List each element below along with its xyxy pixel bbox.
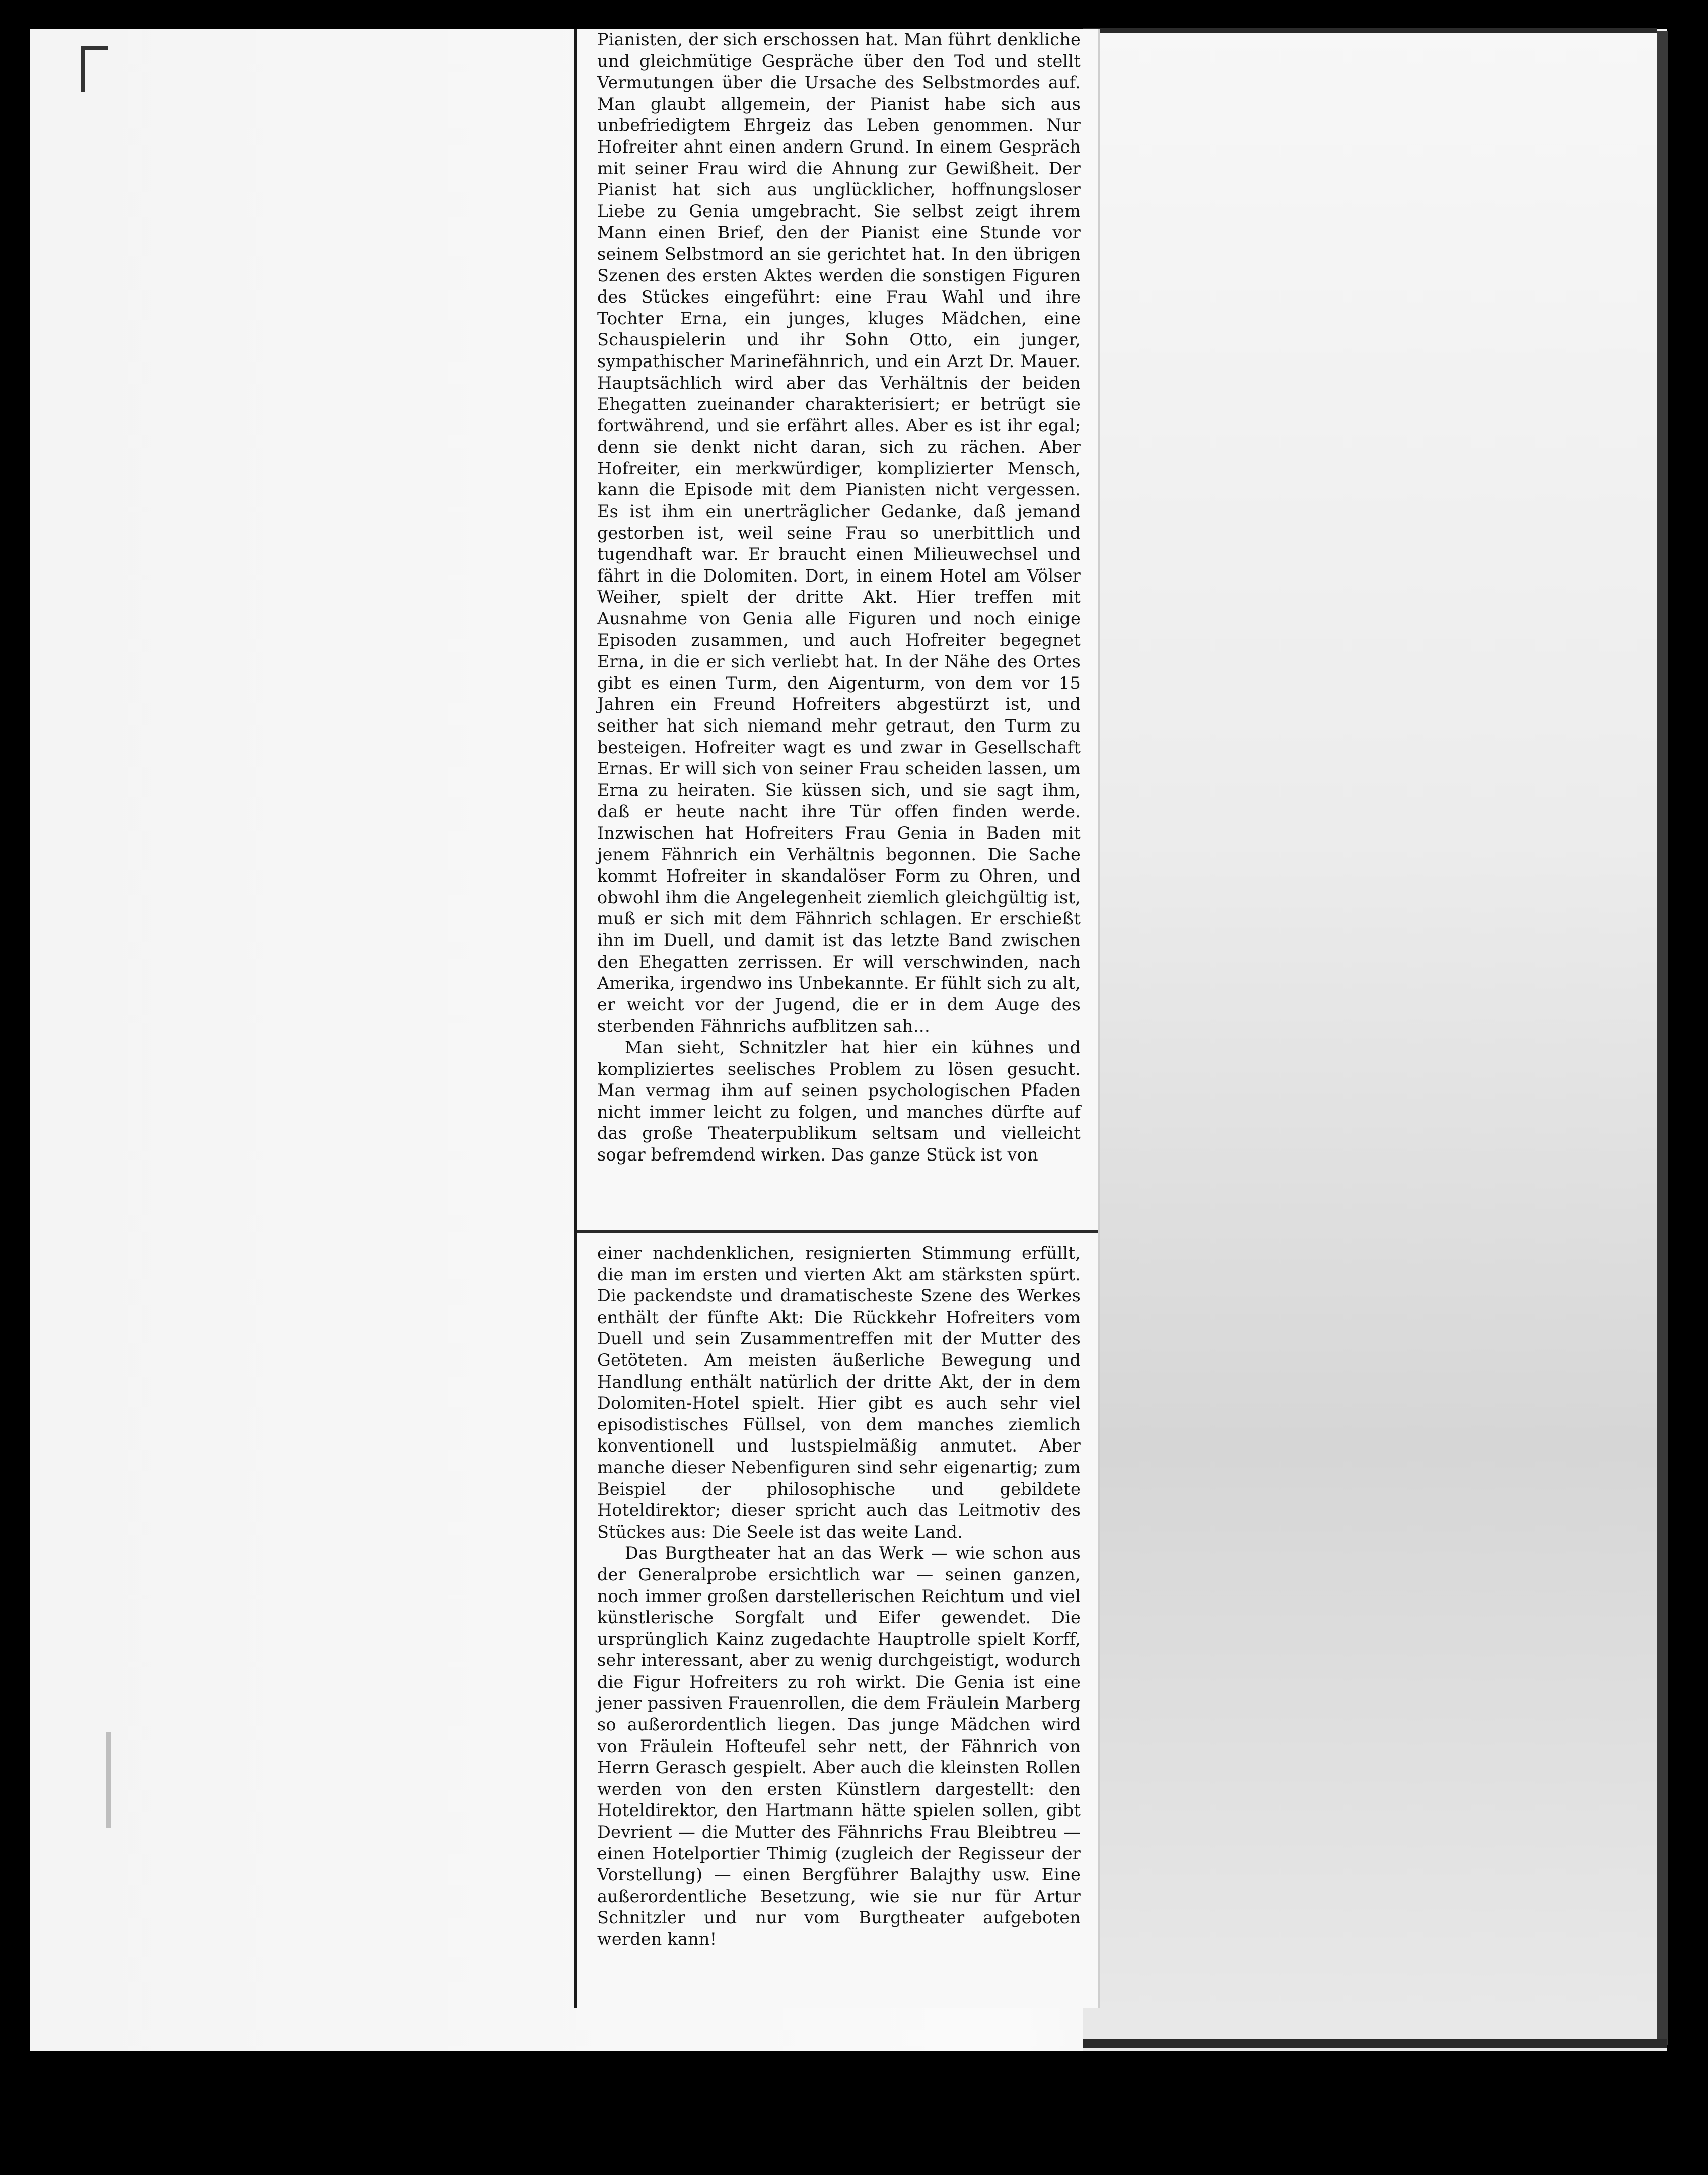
article-column-lower bbox=[597, 1243, 1081, 1950]
mount-edge-bottom bbox=[1083, 2039, 1667, 2048]
article-paragraph: einer nachdenklichen, resignierten Stimmung erfüllt, die man im ersten und vierten Akt am stärksten spürt. Die packendste und dramatischeste Szene des Werkes enthält der fünfte Akt: Die Rückkehr Hofreiters vom Duell und sein Zusammentreffen mit der Mutter des Getöteten. Am meisten äußerliche Bewegung und Handlung enthält natürlich der dritte Akt, der in dem Dolomiten-Hotel spielt. Hier gibt es auch sehr viel episodistisches Füllsel, von dem manches ziemlich konventionell und lustspielmäßig anmutet. Aber manche dieser Nebenfiguren sind sehr eigenartig; zum Beispiel der philosophische und gebildete Hoteldirektor; dieser spricht auch das Leitmotiv des Stückes aus: Die Seele ist das weite Land. bbox=[597, 1243, 1081, 1542]
mount-board bbox=[1083, 29, 1667, 2051]
article-column-upper bbox=[597, 29, 1081, 1166]
mount-edge-top bbox=[1083, 28, 1657, 33]
corner-crop-mark bbox=[81, 46, 108, 50]
article-paragraph: Das Burgtheater hat an das Werk — wie schon aus der Generalprobe ersichtlich war — seinen ganzen, noch immer großen darstellerischen Reichtum und viel künstlerische Sorgfalt und Eifer gewendet. Die ursprünglich Kainz zugedachte Hauptrolle spielt Korff, sehr interessant, aber zu wenig durchgeistigt, wodurch die Figur Hofreiters zu roh wirkt. Die Genia ist eine jener passiven Frauenrollen, die dem Fräulein Marberg so außerordentlich liegen. Das junge Mädchen wird von Fräulein Hofteufel sehr nett, der Fähnrich von Herrn Gerasch gespielt. Aber auch die kleinsten Rollen werden von den ersten Künstlern dargestellt: den Hoteldirektor, den Hartmann hätte spielen sollen, gibt Devrient — die Mutter des Fähnrichs Frau Bleibtreu — einen Hotelportier Thimig (zugleich der Regisseur der Vorstellung) — einen Bergführer Balajthy usw. Eine außerordentliche Besetzung, wie sie nur für Artur Schnitzler und nur vom Burgtheater aufgeboten werden kann! bbox=[597, 1543, 1081, 1949]
sheet-stain bbox=[106, 1732, 111, 1828]
article-paragraph: Man sieht, Schnitzler hat hier ein kühnes und kompliziertes seelisches Problem zu lösen gesucht. Man vermag ihm auf seinen psychologischen Pfaden nicht immer leicht zu folgen, und manches dürfte auf das große Theaterpublikum seltsam und vielleicht sogar befremdend wirken. Das ganze Stück ist von bbox=[597, 1037, 1081, 1165]
newspaper-clipping bbox=[574, 29, 1098, 2008]
mount-edge-right bbox=[1657, 31, 1668, 2045]
article-paragraph: Pianisten, der sich erschossen hat. Man führt denkliche und gleichmütige Gespräche über den Tod und stellt Vermutungen über die Ursache des Selbstmordes auf. Man glaubt allgemein, der Pianist habe sich aus unbefriedigtem Ehrgeiz das Leben genommen. Nur Hofreiter ahnt einen andern Grund. In einem Gespräch mit seiner Frau wird die Ahnung zur Gewißheit. Der Pianist hat sich aus unglücklicher, hoffnungsloser Liebe zu Genia umgebracht. Sie selbst zeigt ihrem Mann einen Brief, den der Pianist eine Stunde vor seinem Selbstmord an sie gerichtet hat. In den übrigen Szenen des ersten Aktes werden die sonstigen Figuren des Stückes eingeführt: eine Frau Wahl und ihre Tochter Erna, ein junges, kluges Mädchen, eine Schauspielerin und ihr Sohn Otto, ein junger, sympathischer Marinefähnrich, und ein Arzt Dr. Mauer. Hauptsächlich wird aber das Verhältnis der beiden Ehegatten zueinander charakterisiert; er betrügt sie fortwährend, und sie erfährt alles. Aber es ist ihr egal; denn sie denkt nicht daran, sich zu rächen. Aber Hofreiter, ein merkwürdiger, komplizierter Mensch, kann die Episode mit dem Pianisten nicht vergessen. Es ist ihm ein unerträglicher Gedanke, daß jemand gestorben ist, weil seine Frau so unerbittlich und tugendhaft war. Er braucht einen Milieuwechsel und fährt in die Dolomiten. Dort, in einem Hotel am Völser Weiher, spielt der dritte Akt. Hier treffen mit Ausnahme von Genia alle Figuren und noch einige Episoden zusammen, und auch Hofreiter begegnet Erna, in die er sich verliebt hat. In der Nähe des Ortes gibt es einen Turm, den Aigenturm, von dem vor 15 Jahren ein Freund Hofreiters abgestürzt ist, und seither hat sich niemand mehr getraut, den Turm zu besteigen. Hofreiter wagt es und zwar in Gesellschaft Ernas. Er will sich von seiner Frau scheiden lassen, um Erna zu heiraten. Sie küssen sich, und sie sagt ihm, daß er heute nacht ihre Tür offen finden werde. Inzwischen hat Hofreiters Frau Genia in Baden mit jenem Fähnrich ein Verhältnis begonnen. Die Sache kommt Hofreiter in skandalöser Form zu Ohren, und obwohl ihm die Angelegenheit ziemlich gleichgültig ist, muß er sich mit dem Fähnrich schlagen. Er erschießt ihn im Duell, und damit ist das letzte Band zwischen den Ehegatten zerrissen. Er will verschwinden, nach Amerika, irgendwo ins Unbekannte. Er fühlt sich zu alt, er weicht vor der Jugend, die er in dem Auge des sterbenden Fähnrichs aufblitzen sah… bbox=[597, 30, 1081, 1036]
column-divider bbox=[577, 1230, 1098, 1233]
corner-crop-mark-vertical bbox=[81, 46, 85, 92]
